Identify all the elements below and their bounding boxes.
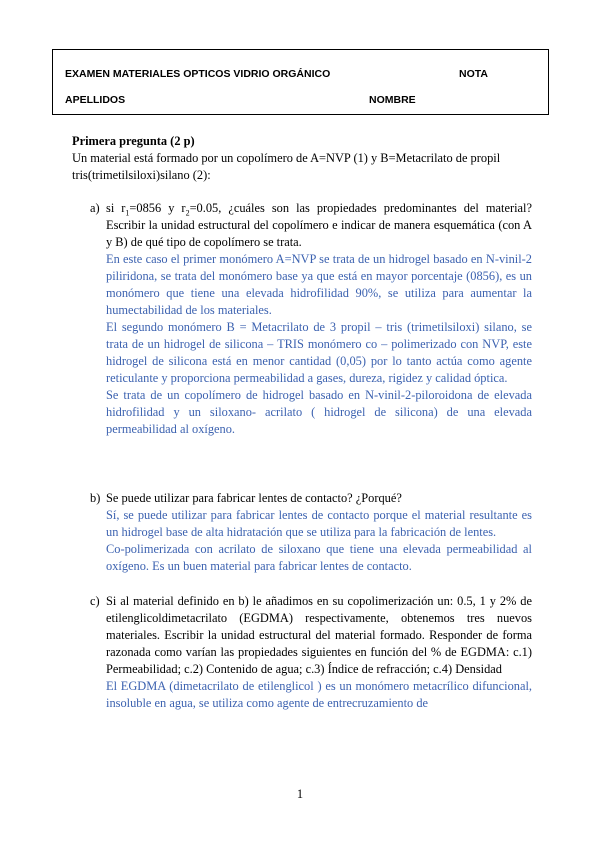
item-a-answer-2: El segundo monómero B = Metacrilato de 3 propil – tris (trimetilsiloxi) silano, se trata de un hidrogel de silicona – TRIS monómero co – polimerizado con NVP, este hidrogel de silicona está en menor cantidad (0,05) por lo tanto actúa como agente reticulante y proporciona permeabilidad a gases, dureza, rigidez y calidad óptica. bbox=[106, 320, 532, 385]
question-intro: Un material está formado por un copolímero de A=NVP (1) y B=Metacrilato de propil tris(trimetilsiloxi)silano (2): bbox=[72, 151, 501, 182]
item-b-answer-1: Sí, se puede utilizar para fabricar lentes de contacto porque el material resultante es un hidrogel base de alta hidratación que se utiliza para la fabricación de lentes. bbox=[106, 508, 532, 539]
item-b bbox=[72, 490, 532, 575]
item-c-answer-1: El EGDMA (dimetacrilato de etilenglicol ) es un monómero metacrílico difuncional, insoluble en agua, se utiliza como agente de entrecruzamiento de bbox=[106, 679, 532, 710]
nombre-label: NOMBRE bbox=[369, 94, 416, 106]
item-a-marker: a) bbox=[90, 201, 100, 215]
item-b-marker: b) bbox=[90, 491, 101, 505]
nota-label: NOTA bbox=[459, 68, 488, 80]
item-b-answer-2: Co-polimerizada con acrilato de siloxano que tiene una elevada permeabilidad al oxígeno. Es un buen material para fabricar lentes de contacto. bbox=[106, 542, 532, 573]
item-a-answer-3: Se trata de un copolímero de hidrogel basado en N-vinil-2-piloroidona de elevada hidrofilidad y un siloxano- acrilato ( hidrogel de silicona) de una elevada permeabilidad al oxígeno. bbox=[106, 388, 532, 436]
exam-title: EXAMEN MATERIALES OPTICOS VIDRIO ORGÁNICO bbox=[65, 68, 331, 80]
item-c-question: Si al material definido en b) le añadimos en su copolimerización un: 0.5, 1 y 2% de etilenglicoldimetacrilato (EGDMA) respectivamente, obtenemos tres nuevos materiales. Escribir la unidad estructural del material formado. Responder de forma razonada como varían las propiedades siguientes en función del % de EGDMA: c.1) Permeabilidad; c.2) Contenido de agua; c.3) Índice de refracción; c.4) Densidad bbox=[106, 594, 532, 676]
item-c bbox=[72, 593, 532, 712]
page-number: 1 bbox=[296, 787, 304, 801]
exam-header-box bbox=[52, 49, 549, 115]
document-content bbox=[72, 133, 532, 712]
item-b-question: Se puede utilizar para fabricar lentes de contacto? ¿Porqué? bbox=[106, 491, 402, 505]
item-a-question: si $r_1=0856$ y $r_2=0.05$, ¿cuáles son las propiedades predominantes del material? Escribir la unidad estructural del copolímero e indicar de manera esquemática (con A y B) de qué tipo de copolímero se trata. bbox=[106, 201, 532, 249]
apellidos-label: APELLIDOS bbox=[65, 94, 126, 106]
question-title: Primera pregunta (2 p) bbox=[72, 134, 195, 148]
item-c-marker: c) bbox=[90, 594, 100, 608]
item-a bbox=[72, 200, 532, 438]
item-a-answer-1: En este caso el primer monómero A=NVP se trata de un hidrogel basado en N-vinil-2 piliridona, se trata del monómero base ya que está en mayor porcentaje (0856), es un monómero que tiene una elevada hidrofilidad 90%, se utiliza para aumentar la humectabilidad de los materiales. bbox=[106, 252, 532, 317]
